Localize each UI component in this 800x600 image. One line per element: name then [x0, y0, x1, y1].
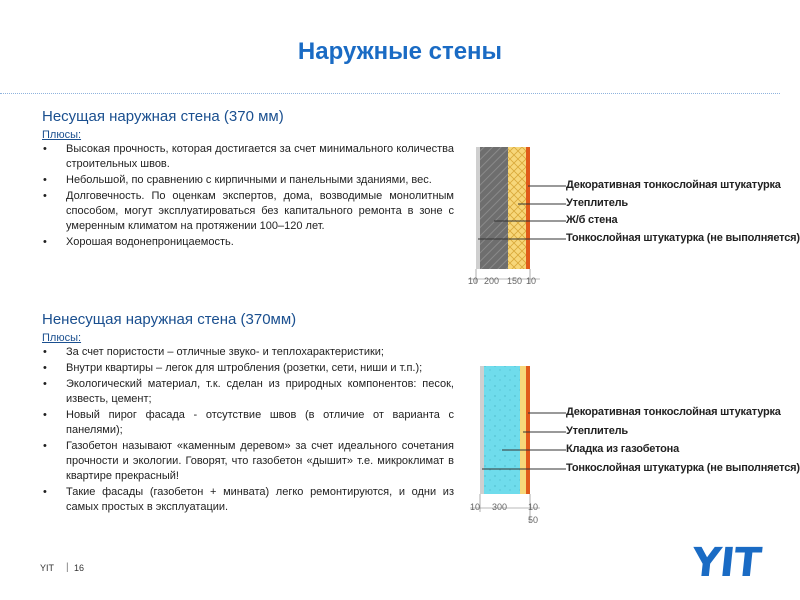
list-item: • Экологический материал, т.к. сделан из природных компонентов: песок, известь, цемент; — [42, 377, 454, 407]
insulation-layer — [520, 366, 526, 494]
dim-label: 10 — [468, 276, 479, 286]
dim-label: 10 — [470, 502, 481, 512]
list-item: • Высокая прочность, которая достигается за счет минимального количества строительных швов. — [42, 142, 454, 172]
dim-label: 50 — [528, 515, 539, 525]
layer-label: Тонкослойная штукатурка (не выполняется) — [566, 232, 800, 244]
list-item: • Новый пирог фасада - отсутствие швов (в отличие от варианта с панелями); — [42, 408, 454, 438]
inner-plaster-layer — [476, 147, 480, 269]
wall-section-diagram-1 — [462, 143, 800, 293]
dim-label: 10 — [528, 502, 539, 512]
concrete-layer — [480, 147, 508, 269]
pluses-label: Плюсы: — [42, 129, 82, 141]
page-number: 16 — [74, 563, 85, 573]
wall-diagram-drawing — [462, 352, 778, 530]
layer-label: Утеплитель — [566, 425, 628, 437]
pluses-list — [42, 142, 454, 250]
dim-label: 200 — [484, 276, 500, 286]
layer-label: Декоративная тонкослойная штукатурка — [566, 406, 781, 418]
footer-separator: | — [66, 562, 69, 573]
list-item: • Такие фасады (газобетон + минвата) легко ремонтируются, и одни из самых простых в эксплуатации. — [42, 485, 454, 515]
gasconcrete-layer — [484, 366, 520, 494]
list-item: • Хорошая водонепроницаемость. — [42, 235, 454, 250]
list-item: • Небольшой, по сравнению с кирпичными и панельными зданиями, вес. — [42, 173, 454, 188]
list-item: • Долговечность. По оценкам экспертов, дома, возводимые монолитным способом, могут эксплуатироваться без капитального ремонта в зоне с умеренным климатом на протяжении 100–120 лет. — [42, 189, 454, 234]
section-load-bearing-wall — [42, 108, 454, 251]
insulation-layer — [508, 147, 526, 269]
layer-label: Утеплитель — [566, 197, 628, 209]
footer-brand: YIT — [40, 563, 55, 573]
title-divider — [0, 93, 780, 96]
layer-label: Тонкослойная штукатурка (не выполняется) — [566, 462, 800, 474]
section-heading: Несущая наружная стена (370 мм) — [42, 108, 284, 125]
outer-plaster-layer — [526, 147, 530, 269]
section-non-load-bearing-wall — [42, 311, 454, 516]
outer-plaster-layer — [526, 366, 530, 494]
inner-plaster-layer — [480, 366, 484, 494]
wall-section-diagram-2 — [462, 352, 800, 530]
list-item: • Внутри квартиры – легок для штробления (розетки, сети, ниши и т.п.); — [42, 361, 454, 376]
pluses-list — [42, 345, 454, 515]
layer-label: Декоративная тонкослойная штукатурка — [566, 179, 781, 191]
pluses-label: Плюсы: — [42, 332, 82, 344]
dim-label: 150 — [507, 276, 523, 286]
wall-diagram-drawing — [462, 143, 778, 293]
list-item: • За счет пористости – отличные звуко- и теплохарактеристики; — [42, 345, 454, 360]
list-item: • Газобетон называют «каменным деревом» за счет идеального сочетания прочности и экологии. Говорят, что газобетон «дышит» т.е. микроклимат в квартире прекрасный! — [42, 439, 454, 484]
yit-logo: YIT — [689, 540, 763, 586]
layer-label: Ж/б стена — [566, 214, 618, 226]
dim-label: 300 — [492, 502, 508, 512]
section-heading: Ненесущая наружная стена (370мм) — [42, 311, 297, 328]
page-title: Наружные стены — [297, 38, 503, 65]
dim-label: 10 — [526, 276, 537, 286]
layer-label: Кладка из газобетона — [566, 443, 680, 455]
